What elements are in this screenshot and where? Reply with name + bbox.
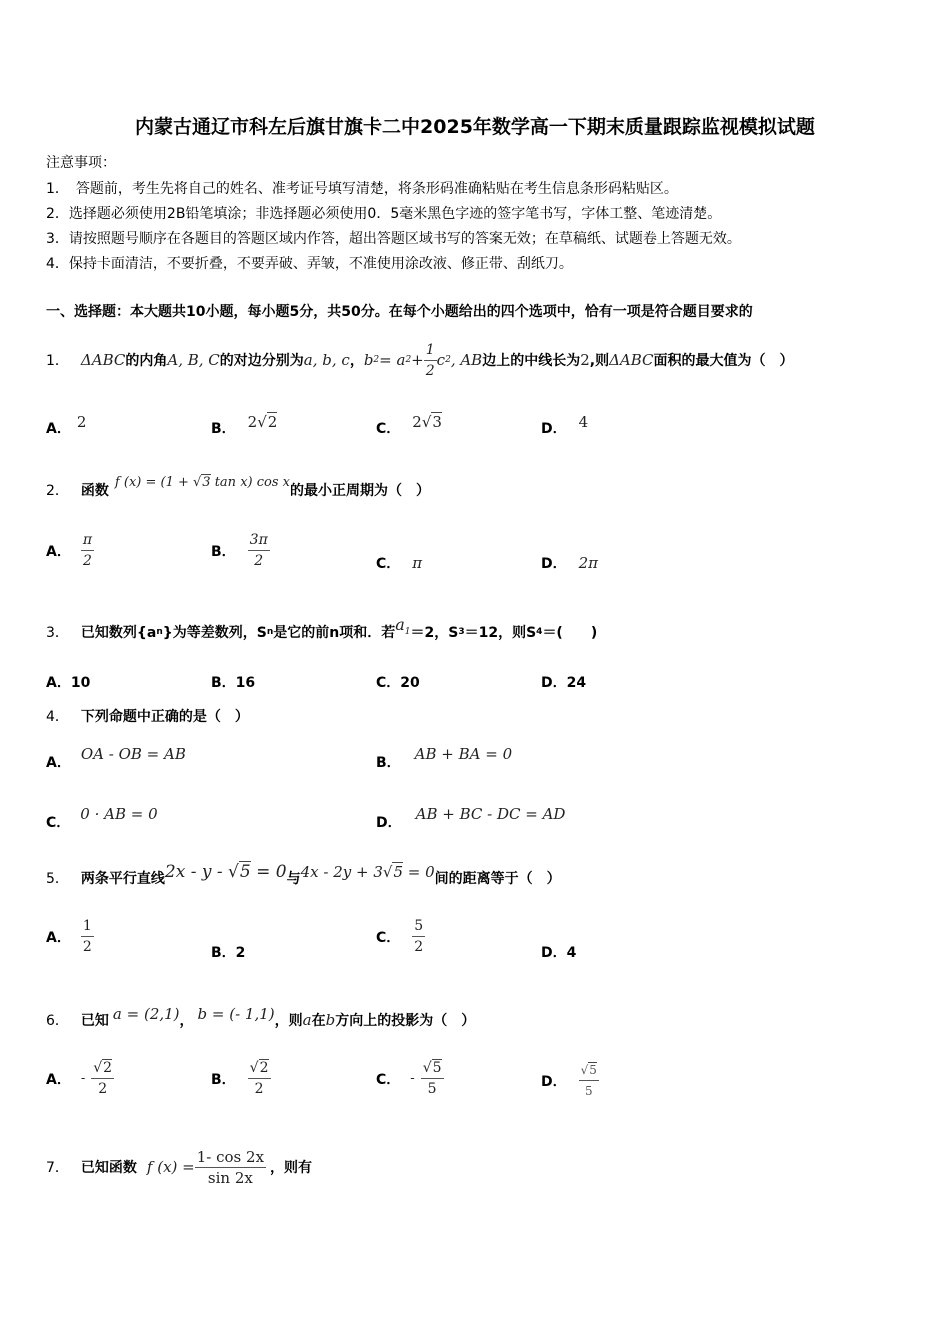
notes-heading: 注意事项： [46, 155, 116, 171]
q4-option-a: A． OA - OB = AB [46, 745, 186, 771]
q6-option-c: C． - $\frac{√5}{5}$ [376, 1060, 442, 1097]
q3-option-c: C．20 [376, 675, 420, 691]
q4-option-d: D． AB + BC - DC = AD [376, 805, 566, 831]
note-item-4: 4．保持卡面清洁，不要折叠，不要弄破、弄皱，不准使用涂改液、修正带、刮纸刀。 [46, 256, 573, 272]
q6-option-b: B． $\frac{√2}{2}$ [211, 1060, 269, 1097]
q6-option-a: A． - $\frac{√2}{2}$ [46, 1060, 113, 1097]
q5-line-2: 4x - 2y + 3√5 = 0 [300, 863, 435, 881]
question-3: 3． 已知数列{a n }为等差数列，S n 是它的前n项和．若 $a_1$ ＝2，S 3 ＝12，则S 4 ＝( ) [46, 614, 598, 641]
q2-option-a: A． $\frac{\pi}{2}$ [46, 532, 93, 569]
question-7: 7． 已知函数 f (x) = $\frac{1- \cos 2x}{\sin 2x}$ ，则有 [46, 1147, 313, 1187]
question-5: 5． 两条平行直线 2x - y - √5 = 0 与 4x - 2y + 3√5 = 0 间的距离等于（ ） [46, 862, 561, 887]
note-item-3: 3．请按照题号顺序在各题目的答题区域内作答，超出答题区域书写的答案无效；在草稿纸、试题卷上答题无效。 [46, 231, 741, 247]
q3-option-b: B．16 [211, 675, 256, 691]
page-title: 内蒙古通辽市科左后旗甘旗卡二中2025年数学高一下期末质量跟踪监视模拟试题 [135, 116, 815, 138]
q6-option-d: D． $\frac{√5}{5}$ [541, 1063, 597, 1098]
q2-option-b: B． $\frac{3\pi}{2}$ [211, 532, 268, 569]
q5-option-d: D．4 [541, 945, 577, 961]
question-4: 4． 下列命题中正确的是（ ） [46, 709, 249, 725]
q2-function: f (x) = (1 + √3 tan x) cos x [114, 474, 290, 490]
note-item-1: 1． 答题前，考生先将自己的姓名、准考证号填写清楚，将条形码准确粘贴在考生信息条形码粘贴区。 [46, 181, 678, 197]
q5-option-c: C． $\frac{5}{2}$ [376, 918, 424, 955]
q4-option-b: B． AB + BA = 0 [376, 745, 513, 771]
q4-option-c: C． 0 · AB = 0 [46, 805, 158, 831]
q5-line-1: 2x - y - √5 = 0 [164, 862, 287, 882]
q1-option-b: B． 2√2 [211, 413, 278, 437]
q2-option-d: D． 2π [541, 554, 599, 572]
q7-fraction: $\frac{1- \cos 2x}{\sin 2x}$ [196, 1147, 265, 1187]
note-item-2: 2．选择题必须使用2B铅笔填涂；非选择题必须使用0．5毫米黑色字迹的签字笔书写，字体工整、笔迹清楚。 [46, 206, 722, 222]
q1-option-d: D． 4 [541, 413, 589, 437]
q1-option-a: A． 2 [46, 413, 87, 437]
question-1: 1． ΔABC 的内角 A, B, C 的对边分别为 a, b, c ， b 2 = a 2 + $\frac{1}{2}$ c 2 , AB 边上的中线长为 2 ,则 ΔABC 面积的最大值为（ ） [46, 341, 794, 379]
q1-option-c: C． 2√3 [376, 413, 442, 437]
q3-option-a: A．10 [46, 675, 91, 691]
q1-equation: b 2 = a 2 + $\frac{1}{2}$ c 2 , AB [363, 341, 483, 379]
question-6: 6． 已知 a = (2,1) ， b = (- 1,1) ，则 a 在 b 方向上的投影为（ ） [46, 1005, 476, 1029]
q5-option-a: A． $\frac{1}{2}$ [46, 918, 92, 955]
q5-option-b: B．2 [211, 945, 246, 961]
q3-option-d: D．24 [541, 675, 587, 691]
section-heading: 一、选择题：本大题共10小题，每小题5分，共50分。在每个小题给出的四个选项中，恰有一项是符合题目要求的 [46, 304, 753, 320]
q2-option-c: C． π [376, 554, 423, 572]
question-2: 2． 函数 f (x) = (1 + √3 tan x) cos x 的最小正周期为（ ） [46, 474, 430, 499]
